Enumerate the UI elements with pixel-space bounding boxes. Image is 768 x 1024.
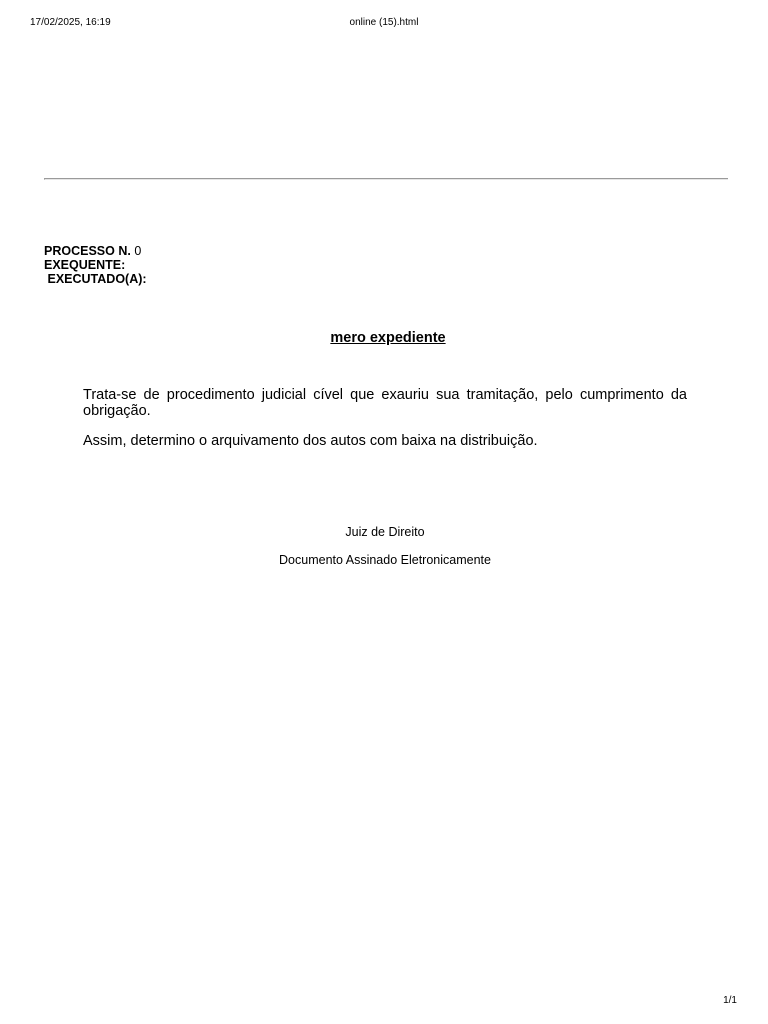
processo-value: 0	[134, 244, 142, 258]
print-datetime: 17/02/2025, 16:19	[30, 17, 111, 28]
signature-note: Documento Assinado Eletronicamente	[279, 553, 491, 567]
processo-label: PROCESSO N.	[44, 244, 131, 258]
signature-role: Juiz de Direito	[345, 525, 425, 539]
exequente-line	[44, 258, 147, 272]
header-divider	[44, 178, 728, 180]
executado-label: EXECUTADO(A):	[47, 272, 147, 286]
page-number: 1/1	[723, 995, 737, 1006]
exequente-label: EXEQUENTE:	[44, 258, 126, 272]
case-info	[44, 244, 147, 286]
processo-line	[44, 244, 147, 258]
document-body	[83, 387, 687, 463]
paragraph-2: Assim, determino o arquivamento dos autos com baixa na distribuição.	[83, 433, 538, 449]
executado-line	[44, 272, 147, 286]
print-filename: online (15).html	[349, 17, 419, 28]
paragraph-1: Trata-se de procedimento judicial cível que exauriu sua tramitação, pelo cumprimento da obrigação.	[83, 387, 687, 419]
document-title: mero expediente	[330, 330, 446, 346]
